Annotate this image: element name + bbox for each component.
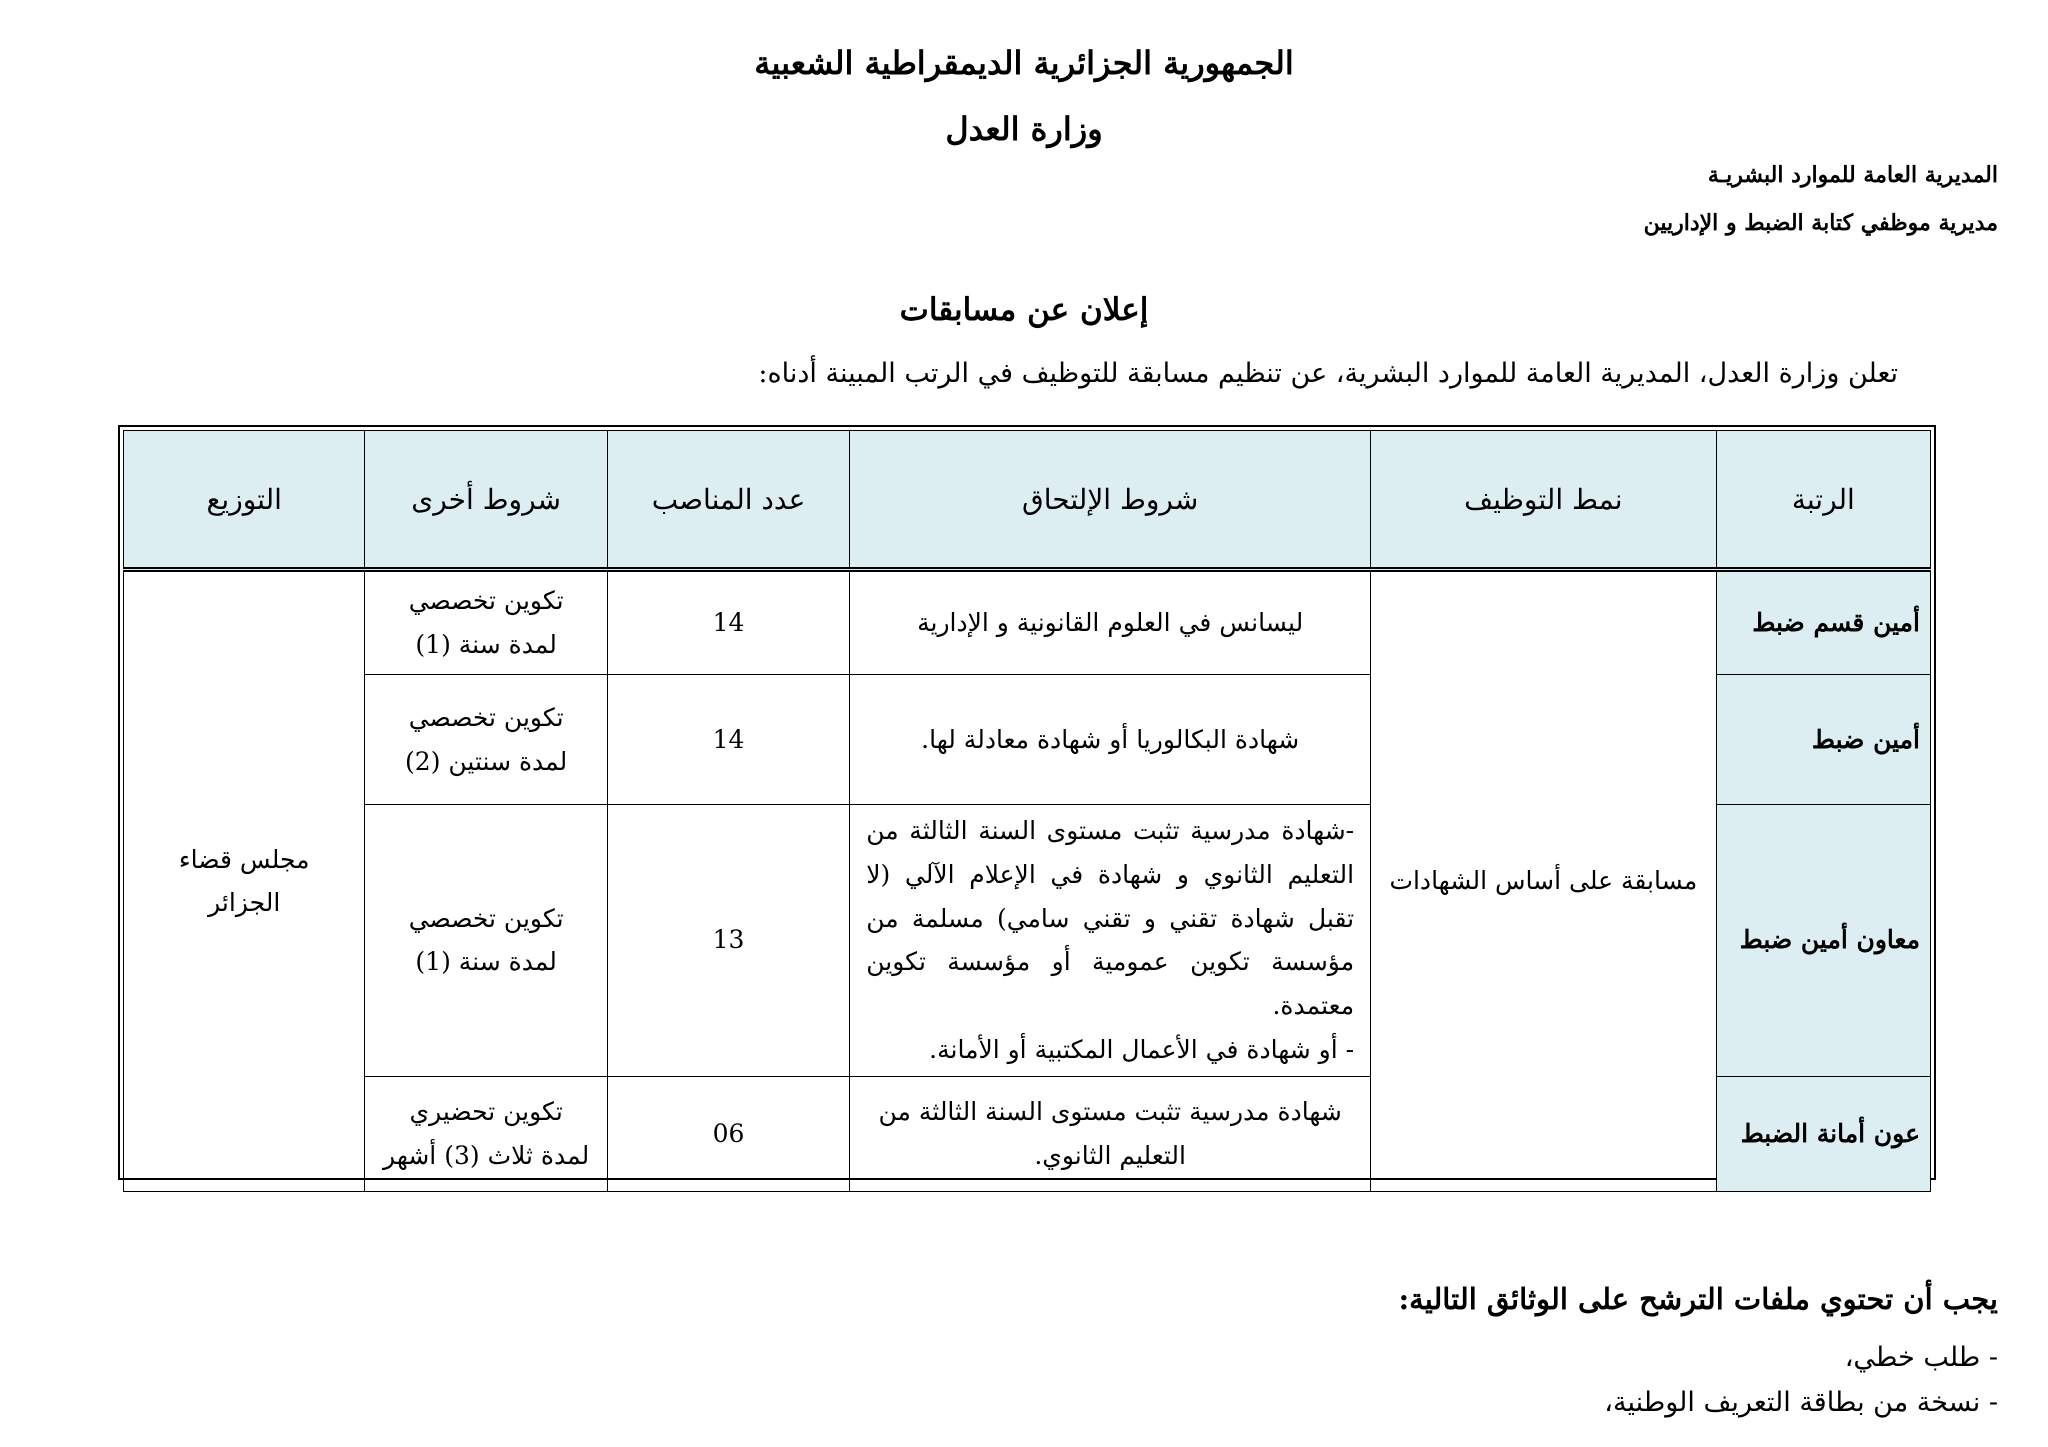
condition-line: شهادة مدرسية تثبت مستوى السنة الثالثة من التعليم الثانوي.	[878, 1096, 1342, 1170]
distribution-cell: مجلس قضاء الجزائر	[124, 570, 365, 1192]
republic-title: الجمهورية الجزائرية الديمقراطية الشعبية	[754, 44, 1294, 82]
col-header-distribution: التوزيع	[124, 431, 365, 570]
other-conditions-cell: تكوين تخصصي لمدة سنة (1)	[365, 805, 607, 1077]
condition-line: ليسانس في العلوم القانونية و الإدارية	[917, 608, 1304, 638]
col-header-mode: نمط التوظيف	[1371, 431, 1717, 570]
list-item: - نسخة من بطاقة التعريف الوطنية،	[1604, 1387, 1998, 1418]
rank-cell: معاون أمين ضبط	[1716, 805, 1930, 1077]
other-conditions-cell: تكوين تخصصي لمدة سنة (1)	[365, 570, 607, 675]
table-header-row	[124, 431, 1931, 570]
condition-line: -شهادة مدرسية تثبت مستوى السنة الثالثة من التعليم الثانوي و شهادة في الإعلام الآلي (لا تقبل شهادة تقني و تقني سامي) مسلمة من مؤسسة تكوين عمومية أو مؤسسة تكوين معتمدة.	[866, 816, 1355, 1020]
recruitment-mode-cell: مسابقة على أساس الشهادات	[1371, 570, 1717, 1192]
conditions-cell	[850, 805, 1371, 1077]
condition-line: - أو شهادة في الأعمال المكتبية أو الأمانة.	[929, 1034, 1355, 1064]
table-row	[124, 570, 1931, 675]
announcement-title: إعلان عن مسابقات	[899, 292, 1149, 328]
positions-cell: 14	[607, 675, 849, 805]
positions-cell: 06	[607, 1076, 849, 1191]
rank-cell: أمين ضبط	[1716, 675, 1930, 805]
conditions-cell	[850, 1076, 1371, 1191]
rank-cell: عون أمانة الضبط	[1716, 1076, 1930, 1191]
condition-line: شهادة البكالوريا أو شهادة معادلة لها.	[921, 724, 1300, 754]
documents-title: يجب أن تحتوي ملفات الترشح على الوثائق التالية:	[1398, 1282, 1998, 1316]
other-conditions-cell: تكوين تحضيري لمدة ثلاث (3) أشهر	[365, 1076, 607, 1191]
directorate-general: المديرية العامة للموارد البشريـة	[1707, 162, 1998, 188]
list-item: - طلب خطي،	[1844, 1342, 1998, 1373]
positions-cell: 14	[607, 570, 849, 675]
other-conditions-cell: تكوين تخصصي لمدة سنتين (2)	[365, 675, 607, 805]
col-header-positions: عدد المناصب	[607, 431, 849, 570]
announcement-intro: تعلن وزارة العدل، المديرية العامة للموارد البشرية، عن تنظيم مسابقة للتوظيف في الرتب المبينة أدناه:	[758, 358, 1898, 389]
col-header-other: شروط أخرى	[365, 431, 607, 570]
col-header-conditions: شروط الإلتحاق	[850, 431, 1371, 570]
conditions-cell	[850, 570, 1371, 675]
directorate: مديرية موظفي كتابة الضبط و الإداريين	[1643, 210, 1998, 236]
ministry-title: وزارة العدل	[945, 110, 1103, 148]
recruitment-table	[118, 425, 1936, 1180]
positions-cell: 13	[607, 805, 849, 1077]
col-header-rank: الرتبة	[1716, 431, 1930, 570]
rank-cell: أمين قسم ضبط	[1716, 570, 1930, 675]
documents-list	[1604, 1342, 1998, 1432]
conditions-cell	[850, 675, 1371, 805]
